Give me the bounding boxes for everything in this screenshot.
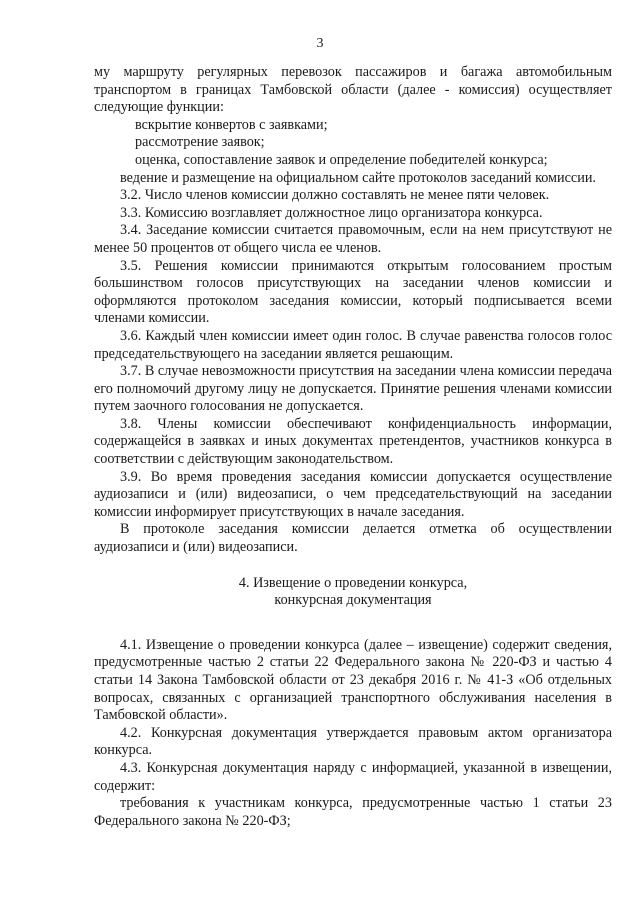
clause-3-9-note: В протоколе заседания комиссии делается отметка об осуществлении аудиозаписи и (или) видеозаписи. (94, 521, 612, 556)
clause-3-6: 3.6. Каждый член комиссии имеет один голос. В случае равенства голосов голос председательствующего на заседании является решающим. (94, 327, 612, 362)
clause-3-4: 3.4. Заседание комиссии считается правомочным, если на нем присутствуют не менее 50 процентов от общего числа ее членов. (94, 222, 612, 256)
list-item: оценка, сопоставление заявок и определение победителей конкурса; (135, 151, 548, 168)
page-number: 3 (316, 36, 324, 51)
clause-3-9: 3.9. Во время проведения заседания комиссии допускается осуществление аудиозаписи и (или) видеозаписи, о чем председательствующий на заседании комиссии информирует присутствующих в начале заседания. (94, 468, 612, 520)
list-item: вскрытие конвертов с заявками; (135, 116, 328, 133)
clause-4-1: 4.1. Извещение о проведении конкурса (далее – извещение) содержит сведения, предусмотренные частью 2 статьи 22 Федерального закона № 220-ФЗ и частью 4 статьи 14 Закона Тамбовской области от 23 декабря 2016 г. № 41-З «Об отдельных вопросах, связанных с организацией транспортного обслуживания населения в Тамбовской области». (94, 636, 612, 724)
clause-4-3-item: требования к участникам конкурса, предусмотренные частью 1 статьи 23 Федерального закона № 220-ФЗ; (94, 795, 612, 829)
clause-3-3: 3.3. Комиссию возглавляет должностное лицо организатора конкурса. (120, 204, 543, 221)
clause-3-7: 3.7. В случае невозможности присутствия на заседании члена комиссии передача его полномочий другому лицу не допускается. Принятие решения членами комиссии путем заочного голосования не допускается. (94, 363, 612, 415)
section-heading-line2: конкурсная документация (274, 592, 432, 609)
clause-4-3: 4.3. Конкурсная документация наряду с информацией, указанной в извещении, содержит: (94, 759, 612, 794)
clause-3-5: 3.5. Решения комиссии принимаются открытым голосованием простым большинством голосов присутствующих на заседании членов комиссии и оформляются протоколом заседания комиссии, который подписывается всеми членами комиссии. (94, 257, 612, 327)
document-body (94, 64, 612, 830)
paragraph-commission-functions: му маршруту регулярных перевозок пассажиров и багажа автомобильным транспортом в границах Тамбовской области (далее - комиссия) осуществляет следующие функции: (94, 64, 612, 116)
clause-3-2: 3.2. Число членов комиссии должно составлять не менее пяти человек. (120, 187, 550, 204)
clause-4-2: 4.2. Конкурсная документация утверждается правовым актом организатора конкурса. (94, 724, 612, 759)
list-item: рассмотрение заявок; (135, 134, 265, 151)
list-item: ведение и размещение на официальном сайте протоколов заседаний комиссии. (120, 169, 596, 186)
section-heading-line1: 4. Извещение о проведении конкурса, (238, 574, 468, 591)
clause-3-8: 3.8. Члены комиссии обеспечивают конфиденциальность информации, содержащейся в заявках и иных документах претендентов, участников конкурса в соответствии с действующим законодательством. (94, 415, 612, 468)
